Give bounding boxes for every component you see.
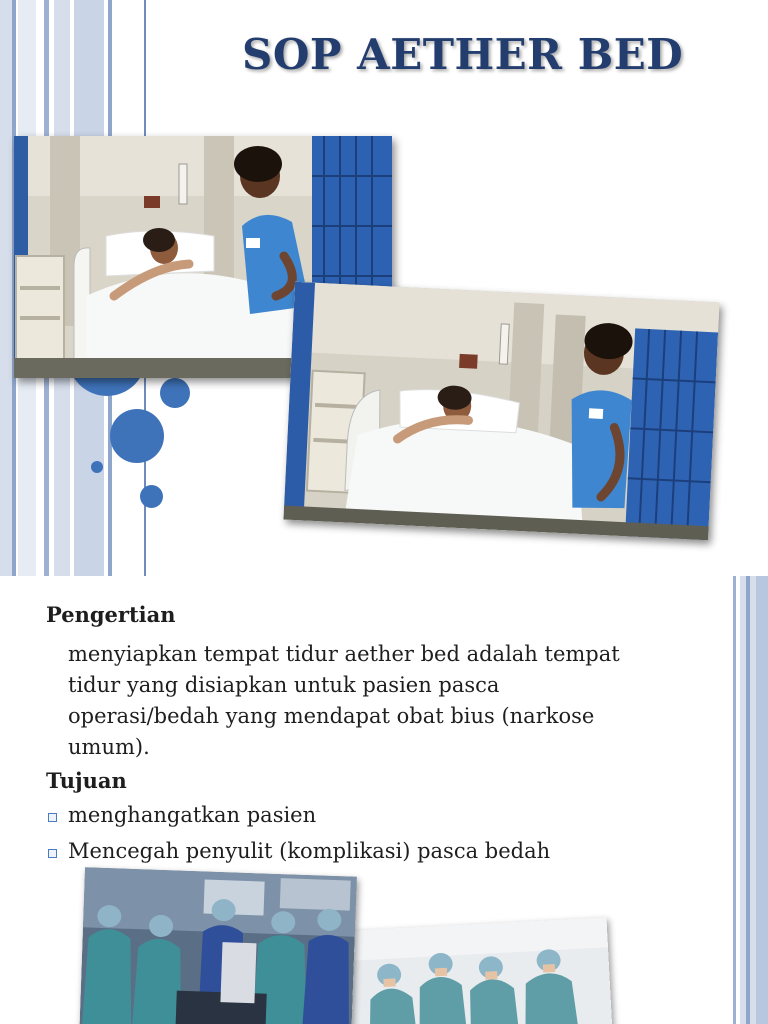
decorative-dot	[110, 409, 164, 463]
objective-text: menghangatkan pasien	[68, 803, 317, 827]
decorative-stripe	[0, 0, 12, 576]
hollow-square-bullet-icon	[48, 813, 57, 822]
surgery-team-photo-2	[347, 917, 613, 1024]
slide-title: SOP AETHER BED	[242, 30, 684, 79]
decorative-stripe	[746, 576, 750, 1024]
hollow-square-bullet-icon	[48, 849, 57, 858]
decorative-dot	[160, 378, 190, 408]
slide-pengertian-tujuan	[0, 576, 768, 1024]
objectives-list	[46, 803, 550, 875]
decorative-dot	[140, 485, 163, 508]
surgery-team-photo-1	[79, 867, 357, 1024]
decorative-dot	[91, 461, 103, 473]
section-heading-pengertian: Pengertian	[46, 602, 176, 627]
definition-line: menyiapkan tempat tidur aether bed adalah tempat	[68, 642, 620, 666]
list-item	[46, 803, 550, 839]
definition-line: operasi/bedah yang mendapat obat bius (narkose	[68, 704, 595, 728]
nurse-preparing-bed-photo-2	[283, 282, 719, 540]
section-heading-tujuan: Tujuan	[46, 768, 127, 793]
definition-line: umum).	[68, 735, 150, 759]
definition-paragraph	[68, 639, 708, 763]
decorative-stripe	[756, 576, 768, 1024]
definition-line: tidur yang disiapkan untuk pasien pasca	[68, 673, 500, 697]
decorative-stripe	[733, 576, 736, 1024]
objective-text: Mencegah penyulit (komplikasi) pasca bedah	[68, 839, 551, 863]
